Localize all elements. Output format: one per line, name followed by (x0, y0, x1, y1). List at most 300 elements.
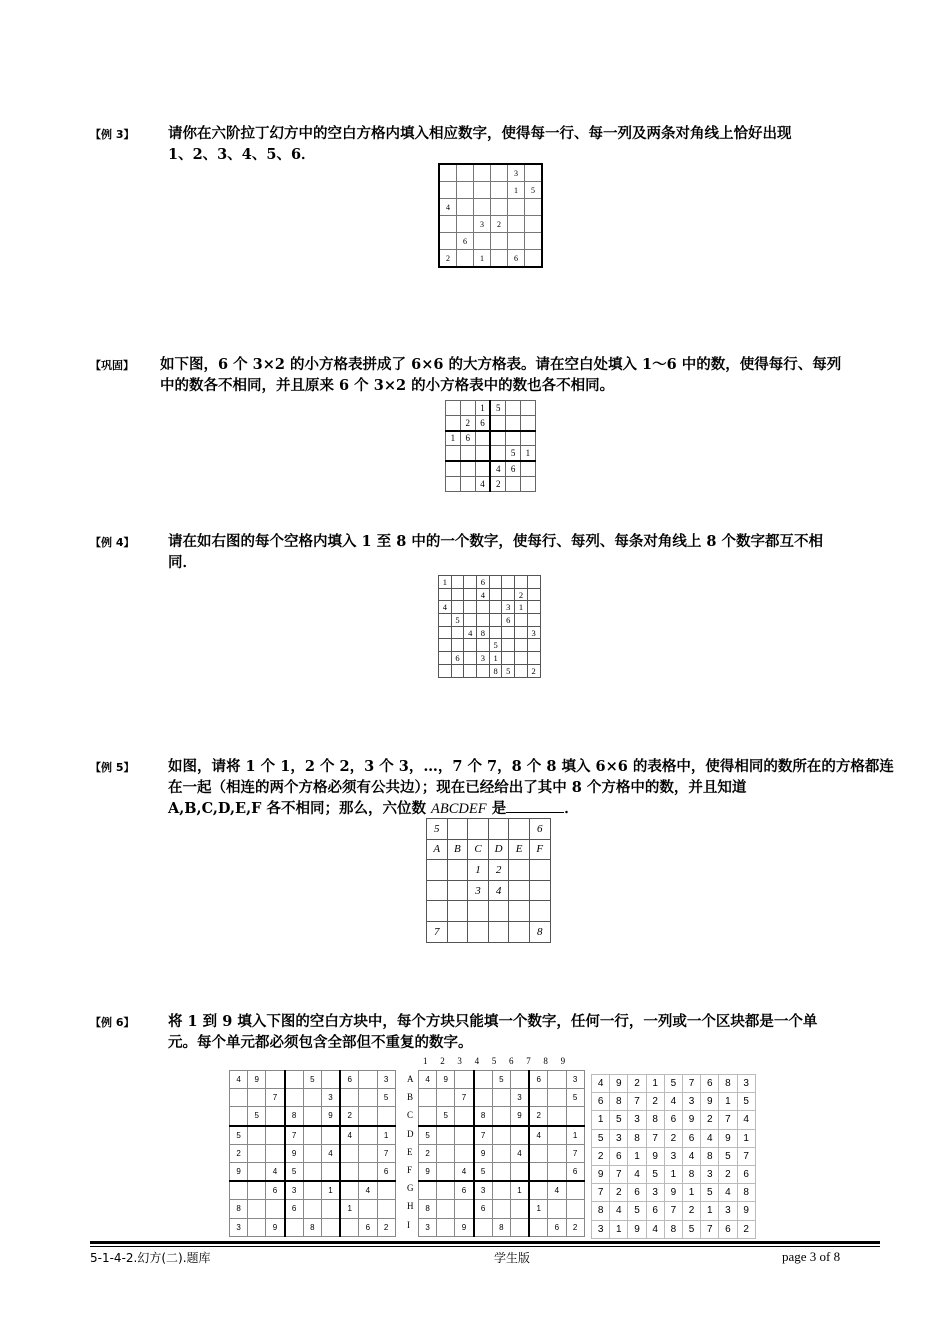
grid-cell (548, 1089, 566, 1107)
grid-cell (340, 1089, 359, 1107)
grid-cell: 5 (610, 1111, 628, 1129)
row-label: B (407, 1092, 414, 1103)
grid-cell: 1 (474, 250, 491, 268)
grid-cell (285, 1218, 304, 1236)
row-label: C (407, 1110, 414, 1121)
consolidate-line2: 中的数各不相同，并且原来 6 个 3×2 的小方格表中的数也各不相同。 (160, 377, 615, 394)
grid-cell (437, 1162, 455, 1181)
grid-cell (566, 1181, 584, 1200)
sub-grid-6x6 (445, 400, 536, 492)
grid-cell (451, 639, 464, 652)
grid-cell: 9 (701, 1093, 719, 1111)
grid-cell (447, 819, 468, 840)
grid-cell (321, 1071, 340, 1089)
sudoku-puzzle-grid (229, 1070, 396, 1237)
grid-cell: 1 (439, 576, 452, 589)
grid-cell: 7 (610, 1165, 628, 1183)
grid-cell (303, 1200, 321, 1218)
grid-cell: 2 (439, 250, 457, 268)
grid-cell (509, 921, 530, 942)
grid-cell: 4 (439, 199, 457, 216)
grid-cell: 5 (566, 1089, 584, 1107)
grid-cell: 9 (592, 1165, 610, 1183)
grid-cell: 6 (340, 1071, 359, 1089)
grid-cell (447, 901, 468, 922)
grid-cell (510, 1218, 529, 1236)
grid-cell: 5 (701, 1184, 719, 1202)
grid-cell: 5 (427, 819, 448, 840)
grid-cell (455, 1200, 474, 1218)
grid-cell (502, 639, 515, 652)
grid-cell (525, 164, 543, 182)
grid-cell: 1 (529, 1200, 548, 1218)
grid-cell: 6 (377, 1162, 395, 1181)
grid-cell (266, 1107, 285, 1126)
grid-cell (359, 1126, 377, 1145)
grid-cell (529, 880, 550, 901)
grid-cell (464, 664, 477, 677)
grid-cell: 5 (502, 664, 515, 677)
grid-cell (446, 461, 461, 476)
grid-cell: 4 (628, 1165, 646, 1183)
grid-cell: 2 (377, 1218, 395, 1236)
grid-cell: 1 (566, 1126, 584, 1145)
grid-cell (515, 652, 528, 665)
grid-cell (248, 1126, 266, 1145)
grid-cell: 6 (529, 1071, 548, 1089)
grid-cell (474, 164, 491, 182)
problem-5-tag: 【例 5】 (90, 761, 135, 774)
grid-cell: 2 (488, 860, 509, 881)
grid-cell (340, 1218, 359, 1236)
grid-cell (451, 601, 464, 614)
grid-cell: 2 (566, 1218, 584, 1236)
grid-cell (502, 652, 515, 665)
grid-cell (303, 1162, 321, 1181)
grid-cell (468, 921, 489, 942)
grid-cell (490, 446, 505, 461)
grid-cell (455, 1144, 474, 1162)
grid-cell (464, 576, 477, 589)
grid-cell: 6 (266, 1181, 285, 1200)
grid-cell (506, 401, 521, 416)
sudoku-solution-grid (591, 1074, 756, 1239)
grid-cell (520, 461, 535, 476)
grid-cell: 6 (682, 1129, 700, 1147)
grid-cell: 5 (285, 1162, 304, 1181)
grid-cell (437, 1144, 455, 1162)
grid-cell: 1 (340, 1200, 359, 1218)
grid-cell: 5 (248, 1107, 266, 1126)
grid-cell (451, 588, 464, 601)
grid-cell: 1 (510, 1181, 529, 1200)
grid-cell (419, 1107, 437, 1126)
grid-cell: 4 (266, 1162, 285, 1181)
column-label: 3 (457, 1056, 462, 1066)
grid-cell (515, 614, 528, 627)
abcdef-variable: ABCDEF (431, 801, 487, 817)
grid-cell: 7 (592, 1184, 610, 1202)
grid-cell (520, 476, 535, 491)
grid-cell (455, 1107, 474, 1126)
grid-cell (492, 1144, 510, 1162)
grid-cell: 6 (457, 233, 474, 250)
grid-cell: 5 (303, 1071, 321, 1089)
grid-cell: 5 (451, 614, 464, 627)
grid-cell (489, 601, 502, 614)
grid-cell: 7 (646, 1129, 664, 1147)
grid-cell (492, 1107, 510, 1126)
grid-cell (419, 1089, 437, 1107)
grid-cell: 2 (610, 1184, 628, 1202)
grid-cell: 7 (266, 1089, 285, 1107)
problem-4-tag: 【例 4】 (90, 536, 135, 549)
grid-cell: 7 (377, 1144, 395, 1162)
grid-cell (455, 1071, 474, 1089)
problem-4-line2: 同． (168, 554, 197, 571)
grid-cell: 7 (474, 1126, 493, 1145)
grid-cell (527, 614, 540, 627)
grid-cell: 3 (592, 1220, 610, 1238)
grid-cell: 4 (455, 1162, 474, 1181)
grid-cell: 9 (646, 1147, 664, 1165)
grid-cell (474, 199, 491, 216)
grid-cell: 2 (664, 1129, 682, 1147)
grid-cell (515, 664, 528, 677)
grid-cell (506, 476, 521, 491)
grid-cell: 7 (719, 1111, 737, 1129)
grid-cell (508, 216, 525, 233)
grid-cell (340, 1144, 359, 1162)
grid-cell (439, 626, 452, 639)
grid-cell: 1 (446, 431, 461, 446)
grid-cell (248, 1200, 266, 1218)
grid-cell: 4 (359, 1181, 377, 1200)
grid-cell (474, 1089, 493, 1107)
problem-5-line2: 在一起（相连的两个方格必须有公共边）；现在已经给出了其中 8 个方格中的数，并且知道 (168, 779, 747, 796)
grid-cell: 4 (548, 1181, 566, 1200)
grid-cell: 5 (682, 1220, 700, 1238)
grid-cell (464, 652, 477, 665)
grid-cell (529, 1218, 548, 1236)
grid-cell (248, 1162, 266, 1181)
grid-cell (509, 819, 530, 840)
grid-cell: 9 (610, 1075, 628, 1093)
grid-cell (474, 182, 491, 199)
grid-cell: 3 (474, 1181, 493, 1200)
grid-cell: 6 (566, 1162, 584, 1181)
grid-cell: 9 (321, 1107, 340, 1126)
grid-cell: 8 (489, 664, 502, 677)
problem-5-line3-a: A,B,C,D,E,F 各不相同；那么，六位数 (168, 800, 426, 817)
column-label: 9 (560, 1056, 566, 1066)
grid-cell: 8 (529, 921, 550, 942)
grid-cell (489, 614, 502, 627)
grid-cell (359, 1144, 377, 1162)
grid-cell (321, 1162, 340, 1181)
grid-cell (492, 1162, 510, 1181)
grid-cell: 3 (230, 1218, 248, 1236)
grid-cell (266, 1126, 285, 1145)
grid-cell (489, 576, 502, 589)
grid-cell (488, 819, 509, 840)
grid-cell: 2 (527, 664, 540, 677)
grid-cell (477, 664, 490, 677)
grid-cell: 6 (508, 250, 525, 268)
grid-cell (488, 921, 509, 942)
grid-cell: 3 (682, 1093, 700, 1111)
grid-cell: 5 (664, 1075, 682, 1093)
grid-cell (510, 1200, 529, 1218)
grid-cell: 2 (230, 1144, 248, 1162)
grid-cell (464, 601, 477, 614)
grid-cell: 4 (664, 1093, 682, 1111)
grid-cell (359, 1162, 377, 1181)
grid-cell (474, 233, 491, 250)
grid-cell: 6 (592, 1093, 610, 1111)
grid-cell (457, 250, 474, 268)
grid-cell: 6 (646, 1202, 664, 1220)
grid-cell (460, 476, 475, 491)
grid-cell: 7 (682, 1075, 700, 1093)
grid-cell (477, 601, 490, 614)
grid-cell: 3 (502, 601, 515, 614)
grid-cell: 7 (427, 921, 448, 942)
grid-cell: 5 (737, 1093, 755, 1111)
grid-cell: 6 (474, 1200, 493, 1218)
grid-cell: 3 (527, 626, 540, 639)
grid-cell: 4 (419, 1071, 437, 1089)
grid-cell: 7 (664, 1202, 682, 1220)
grid-cell (437, 1218, 455, 1236)
grid-cell: 9 (664, 1184, 682, 1202)
grid-cell: 9 (719, 1129, 737, 1147)
grid-cell (439, 639, 452, 652)
grid-cell: 8 (592, 1202, 610, 1220)
grid-cell: 2 (592, 1147, 610, 1165)
grid-cell (510, 1162, 529, 1181)
grid-cell: 3 (719, 1202, 737, 1220)
grid-cell (529, 901, 550, 922)
grid-cell: 1 (377, 1126, 395, 1145)
grid-cell (491, 199, 508, 216)
grid-cell (488, 901, 509, 922)
grid-cell: 6 (285, 1200, 304, 1218)
grid-cell: 8 (477, 626, 490, 639)
grid-cell (446, 401, 461, 416)
grid-cell (419, 1181, 437, 1200)
grid-cell (477, 639, 490, 652)
grid-cell: 9 (285, 1144, 304, 1162)
grid-cell (447, 860, 468, 881)
consolidate-line1: 如下图，6 个 3×2 的小方格表拼成了 6×6 的大方格表。请在空白处填入 1～6 中的数，使得每行、每列 (160, 356, 842, 373)
grid-cell (468, 901, 489, 922)
grid-cell: 4 (439, 601, 452, 614)
grid-cell (359, 1200, 377, 1218)
grid-cell: 2 (701, 1111, 719, 1129)
grid-cell: 8 (474, 1107, 493, 1126)
grid-cell: 6 (475, 415, 490, 430)
grid-cell (525, 216, 543, 233)
grid-cell: 7 (737, 1147, 755, 1165)
grid-cell: 3 (664, 1147, 682, 1165)
grid-cell (460, 401, 475, 416)
grid-cell: 4 (646, 1220, 664, 1238)
grid-cell (451, 664, 464, 677)
grid-cell: 5 (230, 1126, 248, 1145)
grid-cell (490, 431, 505, 446)
row-label: E (407, 1146, 413, 1157)
grid-cell: 6 (460, 431, 475, 446)
row-label: G (407, 1183, 414, 1194)
grid-cell: 7 (701, 1220, 719, 1238)
grid-cell: 8 (285, 1107, 304, 1126)
grid-cell: 3 (419, 1218, 437, 1236)
grid-cell (303, 1107, 321, 1126)
grid-cell: 2 (719, 1165, 737, 1183)
grid-cell (447, 880, 468, 901)
grid-cell: 4 (592, 1075, 610, 1093)
grid-cell (446, 446, 461, 461)
grid-cell (303, 1144, 321, 1162)
grid-cell: 4 (610, 1202, 628, 1220)
grid-cell (437, 1200, 455, 1218)
grid-cell (455, 1126, 474, 1145)
grid-cell: 2 (628, 1075, 646, 1093)
grid-cell: 5 (492, 1071, 510, 1089)
sudoku-labeled-grid (418, 1070, 585, 1237)
grid-cell: 3 (321, 1089, 340, 1107)
grid-cell (377, 1107, 395, 1126)
grid-cell: 1 (515, 601, 528, 614)
grid-cell: 9 (628, 1220, 646, 1238)
grid-cell (515, 626, 528, 639)
grid-cell (230, 1181, 248, 1200)
problem-6-tag: 【例 6】 (90, 1016, 135, 1029)
grid-cell (457, 164, 474, 182)
grid-cell (446, 415, 461, 430)
problem-6-line2: 元。每个单元都必须包含全部但不重复的数字。 (168, 1034, 473, 1051)
grid-cell: 6 (628, 1184, 646, 1202)
column-label: 4 (474, 1056, 480, 1066)
column-label: 5 (491, 1056, 497, 1066)
grid-cell (439, 182, 457, 199)
grid-cell: 5 (525, 182, 543, 199)
grid-cell (377, 1200, 395, 1218)
grid-cell: 2 (419, 1144, 437, 1162)
grid-cell: 9 (419, 1162, 437, 1181)
footer-center: 学生版 (494, 1251, 531, 1265)
grid-cell (548, 1107, 566, 1126)
grid-cell (490, 415, 505, 430)
grid-cell (230, 1089, 248, 1107)
grid-cell (266, 1144, 285, 1162)
grid-cell (529, 1144, 548, 1162)
grid-cell (475, 431, 490, 446)
grid-cell: 3 (508, 164, 525, 182)
grid-cell: 7 (566, 1144, 584, 1162)
grid-cell: 1 (610, 1220, 628, 1238)
grid-cell (548, 1071, 566, 1089)
grid-cell: 1 (592, 1111, 610, 1129)
grid-cell: 2 (490, 476, 505, 491)
grid-cell (548, 1200, 566, 1218)
grid-8x8 (438, 575, 541, 678)
grid-cell: 5 (419, 1126, 437, 1145)
grid-cell (439, 164, 457, 182)
grid-cell: 4 (737, 1111, 755, 1129)
grid-cell (492, 1089, 510, 1107)
grid-cell: 6 (548, 1218, 566, 1236)
grid-cell: 9 (474, 1144, 493, 1162)
grid-cell: 6 (359, 1218, 377, 1236)
grid-cell (439, 216, 457, 233)
grid-cell: 8 (492, 1218, 510, 1236)
grid-cell: 8 (719, 1075, 737, 1093)
grid-cell (464, 614, 477, 627)
grid-cell: 5 (628, 1202, 646, 1220)
grid-cell (460, 446, 475, 461)
grid-cell: 9 (737, 1202, 755, 1220)
grid-cell (451, 576, 464, 589)
grid-cell (491, 250, 508, 268)
answer-blank[interactable] (506, 800, 564, 813)
grid-cell: 3 (510, 1089, 529, 1107)
column-label: 1 (423, 1056, 428, 1066)
grid-cell: 5 (646, 1165, 664, 1183)
grid-cell (248, 1181, 266, 1200)
grid-cell (464, 588, 477, 601)
grid-cell (248, 1218, 266, 1236)
grid-cell (491, 164, 508, 182)
grid-cell (529, 1181, 548, 1200)
grid-cell: 3 (377, 1071, 395, 1089)
grid-cell (492, 1181, 510, 1200)
grid-6x6-letters (426, 818, 551, 943)
grid-cell (266, 1200, 285, 1218)
grid-cell: 6 (502, 614, 515, 627)
grid-cell: 6 (719, 1220, 737, 1238)
grid-cell (248, 1144, 266, 1162)
grid-cell (515, 639, 528, 652)
grid-cell: 8 (628, 1129, 646, 1147)
grid-cell: 4 (488, 880, 509, 901)
grid-cell: 9 (248, 1071, 266, 1089)
row-label: F (407, 1165, 413, 1175)
problem-3-line2: 1、2、3、4、5、6． (168, 146, 316, 163)
grid-cell (506, 415, 521, 430)
grid-cell (377, 1181, 395, 1200)
grid-cell: 4 (490, 461, 505, 476)
grid-cell (340, 1162, 359, 1181)
grid-cell (527, 639, 540, 652)
grid-cell (548, 1162, 566, 1181)
row-label: H (407, 1201, 414, 1212)
grid-cell: 3 (646, 1184, 664, 1202)
grid-cell (468, 819, 489, 840)
grid-cell (303, 1126, 321, 1145)
grid-cell: 6 (701, 1075, 719, 1093)
column-label: 6 (509, 1056, 514, 1066)
grid-cell: 6 (529, 819, 550, 840)
grid-cell: 6 (451, 652, 464, 665)
grid-cell (460, 461, 475, 476)
grid-cell (509, 880, 530, 901)
grid-cell: 4 (682, 1147, 700, 1165)
grid-cell: 8 (419, 1200, 437, 1218)
grid-cell: 4 (321, 1144, 340, 1162)
grid-cell (527, 652, 540, 665)
